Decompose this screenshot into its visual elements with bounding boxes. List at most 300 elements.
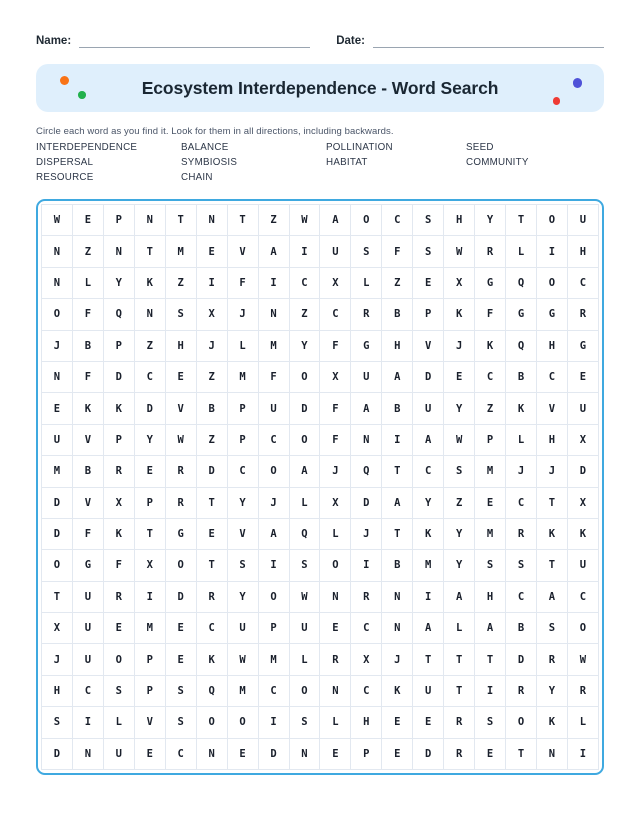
grid-cell[interactable]: W	[165, 424, 196, 455]
grid-cell[interactable]: I	[258, 267, 289, 298]
grid-cell[interactable]: O	[537, 205, 568, 236]
grid-cell[interactable]: U	[103, 738, 134, 769]
grid-cell[interactable]: T	[537, 487, 568, 518]
grid-cell[interactable]: O	[567, 613, 598, 644]
grid-cell[interactable]: F	[475, 299, 506, 330]
grid-cell[interactable]: M	[165, 236, 196, 267]
grid-cell[interactable]: J	[258, 487, 289, 518]
grid-cell[interactable]: C	[258, 675, 289, 706]
grid-cell[interactable]: U	[72, 644, 103, 675]
grid-cell[interactable]: R	[537, 644, 568, 675]
grid-cell[interactable]: E	[320, 738, 351, 769]
grid-cell[interactable]: J	[382, 644, 413, 675]
grid-cell[interactable]: P	[103, 205, 134, 236]
grid-cell[interactable]: U	[413, 393, 444, 424]
grid-cell[interactable]: P	[413, 299, 444, 330]
grid-cell[interactable]: C	[567, 267, 598, 298]
grid-cell[interactable]: O	[320, 550, 351, 581]
date-input-line[interactable]	[373, 32, 604, 48]
grid-cell[interactable]: O	[258, 456, 289, 487]
grid-cell[interactable]: T	[382, 456, 413, 487]
grid-cell[interactable]: W	[444, 236, 475, 267]
grid-cell[interactable]: N	[134, 299, 165, 330]
grid-cell[interactable]: G	[351, 330, 382, 361]
grid-cell[interactable]: R	[444, 738, 475, 769]
grid-cell[interactable]: K	[134, 267, 165, 298]
grid-cell[interactable]: H	[537, 330, 568, 361]
grid-cell[interactable]: R	[320, 644, 351, 675]
grid-cell[interactable]: X	[103, 487, 134, 518]
grid-cell[interactable]: W	[289, 581, 320, 612]
grid-cell[interactable]: Q	[351, 456, 382, 487]
grid-cell[interactable]: U	[289, 613, 320, 644]
grid-cell[interactable]: L	[320, 707, 351, 738]
grid-cell[interactable]: T	[196, 487, 227, 518]
grid-cell[interactable]: L	[289, 644, 320, 675]
grid-cell[interactable]: B	[72, 330, 103, 361]
grid-cell[interactable]: I	[258, 707, 289, 738]
grid-cell[interactable]: E	[567, 361, 598, 392]
grid-cell[interactable]: B	[382, 299, 413, 330]
grid-cell[interactable]: K	[103, 393, 134, 424]
grid-cell[interactable]: U	[42, 424, 73, 455]
grid-cell[interactable]: D	[42, 738, 73, 769]
grid-cell[interactable]: E	[320, 613, 351, 644]
grid-cell[interactable]: Q	[289, 518, 320, 549]
grid-cell[interactable]: M	[258, 330, 289, 361]
grid-cell[interactable]: C	[537, 361, 568, 392]
grid-cell[interactable]: F	[227, 267, 258, 298]
grid-cell[interactable]: D	[567, 456, 598, 487]
grid-cell[interactable]: H	[165, 330, 196, 361]
grid-cell[interactable]: V	[413, 330, 444, 361]
grid-cell[interactable]: D	[289, 393, 320, 424]
grid-cell[interactable]: E	[72, 205, 103, 236]
grid-cell[interactable]: W	[289, 205, 320, 236]
grid-cell[interactable]: R	[351, 581, 382, 612]
grid-cell[interactable]: O	[289, 424, 320, 455]
grid-cell[interactable]: O	[103, 644, 134, 675]
grid-cell[interactable]: S	[475, 550, 506, 581]
grid-cell[interactable]: X	[320, 267, 351, 298]
grid-cell[interactable]: B	[382, 550, 413, 581]
grid-cell[interactable]: K	[196, 644, 227, 675]
grid-cell[interactable]: C	[506, 581, 537, 612]
grid-cell[interactable]: A	[382, 361, 413, 392]
grid-cell[interactable]: P	[227, 393, 258, 424]
grid-cell[interactable]: D	[134, 393, 165, 424]
word-search-grid[interactable]	[41, 204, 599, 770]
grid-cell[interactable]: Z	[165, 267, 196, 298]
grid-cell[interactable]: E	[165, 361, 196, 392]
grid-cell[interactable]: Q	[506, 267, 537, 298]
grid-cell[interactable]: M	[227, 361, 258, 392]
grid-cell[interactable]: L	[567, 707, 598, 738]
grid-cell[interactable]: C	[567, 581, 598, 612]
grid-cell[interactable]: R	[351, 299, 382, 330]
grid-cell[interactable]: N	[42, 236, 73, 267]
grid-cell[interactable]: N	[382, 613, 413, 644]
grid-cell[interactable]: P	[103, 330, 134, 361]
grid-cell[interactable]: F	[258, 361, 289, 392]
grid-cell[interactable]: R	[506, 518, 537, 549]
grid-cell[interactable]: S	[506, 550, 537, 581]
grid-cell[interactable]: E	[196, 236, 227, 267]
grid-cell[interactable]: D	[196, 456, 227, 487]
grid-cell[interactable]: S	[42, 707, 73, 738]
grid-cell[interactable]: G	[567, 330, 598, 361]
grid-cell[interactable]: T	[196, 550, 227, 581]
grid-cell[interactable]: G	[506, 299, 537, 330]
grid-cell[interactable]: K	[567, 518, 598, 549]
grid-cell[interactable]: T	[537, 550, 568, 581]
grid-cell[interactable]: F	[72, 361, 103, 392]
grid-cell[interactable]: I	[567, 738, 598, 769]
grid-cell[interactable]: J	[320, 456, 351, 487]
grid-cell[interactable]: C	[227, 456, 258, 487]
grid-cell[interactable]: E	[134, 738, 165, 769]
grid-cell[interactable]: Z	[289, 299, 320, 330]
grid-cell[interactable]: D	[413, 361, 444, 392]
grid-cell[interactable]: R	[567, 675, 598, 706]
grid-cell[interactable]: C	[506, 487, 537, 518]
grid-cell[interactable]: Y	[103, 267, 134, 298]
grid-cell[interactable]: T	[227, 205, 258, 236]
grid-cell[interactable]: E	[382, 707, 413, 738]
grid-cell[interactable]: H	[382, 330, 413, 361]
grid-cell[interactable]: K	[444, 299, 475, 330]
grid-cell[interactable]: L	[506, 236, 537, 267]
grid-cell[interactable]: K	[537, 707, 568, 738]
grid-cell[interactable]: W	[227, 644, 258, 675]
grid-cell[interactable]: C	[382, 205, 413, 236]
grid-cell[interactable]: T	[475, 644, 506, 675]
grid-cell[interactable]: O	[258, 581, 289, 612]
grid-cell[interactable]: A	[475, 613, 506, 644]
grid-cell[interactable]: J	[444, 330, 475, 361]
grid-cell[interactable]: T	[42, 581, 73, 612]
grid-cell[interactable]: D	[103, 361, 134, 392]
grid-cell[interactable]: U	[567, 393, 598, 424]
grid-cell[interactable]: W	[444, 424, 475, 455]
grid-cell[interactable]: D	[165, 581, 196, 612]
grid-cell[interactable]: P	[227, 424, 258, 455]
grid-cell[interactable]: T	[134, 518, 165, 549]
grid-cell[interactable]: L	[72, 267, 103, 298]
grid-cell[interactable]: K	[103, 518, 134, 549]
grid-cell[interactable]: G	[537, 299, 568, 330]
grid-cell[interactable]: Y	[227, 581, 258, 612]
grid-cell[interactable]: M	[134, 613, 165, 644]
grid-cell[interactable]: L	[103, 707, 134, 738]
grid-cell[interactable]: E	[134, 456, 165, 487]
grid-cell[interactable]: C	[351, 613, 382, 644]
grid-cell[interactable]: T	[413, 644, 444, 675]
grid-cell[interactable]: G	[475, 267, 506, 298]
grid-cell[interactable]: S	[351, 236, 382, 267]
grid-cell[interactable]: A	[258, 236, 289, 267]
grid-cell[interactable]: Y	[444, 550, 475, 581]
grid-cell[interactable]: S	[227, 550, 258, 581]
grid-cell[interactable]: V	[134, 707, 165, 738]
grid-cell[interactable]: E	[165, 613, 196, 644]
grid-cell[interactable]: X	[320, 361, 351, 392]
grid-cell[interactable]: A	[413, 424, 444, 455]
grid-cell[interactable]: K	[382, 675, 413, 706]
grid-cell[interactable]: U	[413, 675, 444, 706]
grid-cell[interactable]: E	[227, 738, 258, 769]
grid-cell[interactable]: D	[42, 487, 73, 518]
grid-cell[interactable]: Y	[444, 518, 475, 549]
grid-cell[interactable]: T	[444, 675, 475, 706]
grid-cell[interactable]: I	[537, 236, 568, 267]
grid-cell[interactable]: B	[506, 613, 537, 644]
grid-cell[interactable]: F	[320, 330, 351, 361]
grid-cell[interactable]: C	[320, 299, 351, 330]
grid-cell[interactable]: X	[320, 487, 351, 518]
grid-cell[interactable]: U	[567, 205, 598, 236]
grid-cell[interactable]: V	[227, 236, 258, 267]
grid-cell[interactable]: M	[475, 456, 506, 487]
grid-cell[interactable]: L	[351, 267, 382, 298]
grid-cell[interactable]: Y	[475, 205, 506, 236]
grid-cell[interactable]: T	[382, 518, 413, 549]
grid-cell[interactable]: A	[537, 581, 568, 612]
grid-cell[interactable]: J	[42, 644, 73, 675]
grid-cell[interactable]: U	[72, 613, 103, 644]
grid-cell[interactable]: W	[567, 644, 598, 675]
grid-cell[interactable]: P	[258, 613, 289, 644]
grid-cell[interactable]: V	[227, 518, 258, 549]
grid-cell[interactable]: E	[42, 393, 73, 424]
grid-cell[interactable]: P	[134, 487, 165, 518]
grid-cell[interactable]: X	[351, 644, 382, 675]
grid-cell[interactable]: G	[72, 550, 103, 581]
grid-cell[interactable]: O	[289, 675, 320, 706]
grid-cell[interactable]: E	[103, 613, 134, 644]
grid-cell[interactable]: P	[134, 644, 165, 675]
grid-cell[interactable]: L	[506, 424, 537, 455]
grid-cell[interactable]: E	[475, 487, 506, 518]
grid-cell[interactable]: Q	[196, 675, 227, 706]
grid-cell[interactable]: C	[196, 613, 227, 644]
grid-cell[interactable]: M	[475, 518, 506, 549]
grid-cell[interactable]: A	[413, 613, 444, 644]
grid-cell[interactable]: N	[289, 738, 320, 769]
grid-cell[interactable]: D	[506, 644, 537, 675]
grid-cell[interactable]: C	[258, 424, 289, 455]
grid-cell[interactable]: R	[103, 581, 134, 612]
grid-cell[interactable]: B	[72, 456, 103, 487]
grid-cell[interactable]: D	[413, 738, 444, 769]
grid-cell[interactable]: N	[382, 581, 413, 612]
grid-cell[interactable]: L	[227, 330, 258, 361]
grid-cell[interactable]: E	[413, 267, 444, 298]
grid-cell[interactable]: F	[382, 236, 413, 267]
grid-cell[interactable]: Z	[196, 424, 227, 455]
grid-cell[interactable]: S	[165, 675, 196, 706]
grid-cell[interactable]: S	[103, 675, 134, 706]
grid-cell[interactable]: K	[537, 518, 568, 549]
grid-cell[interactable]: M	[227, 675, 258, 706]
grid-cell[interactable]: U	[72, 581, 103, 612]
grid-cell[interactable]: R	[165, 456, 196, 487]
grid-cell[interactable]: Z	[72, 236, 103, 267]
grid-cell[interactable]: E	[196, 518, 227, 549]
grid-cell[interactable]: O	[196, 707, 227, 738]
grid-cell[interactable]: B	[382, 393, 413, 424]
grid-cell[interactable]: Z	[382, 267, 413, 298]
grid-cell[interactable]: X	[196, 299, 227, 330]
grid-cell[interactable]: P	[475, 424, 506, 455]
grid-cell[interactable]: F	[320, 424, 351, 455]
grid-cell[interactable]: J	[42, 330, 73, 361]
grid-cell[interactable]: Q	[103, 299, 134, 330]
grid-cell[interactable]: S	[475, 707, 506, 738]
grid-cell[interactable]: O	[289, 361, 320, 392]
grid-cell[interactable]: N	[258, 299, 289, 330]
grid-cell[interactable]: S	[289, 707, 320, 738]
grid-cell[interactable]: A	[351, 393, 382, 424]
grid-cell[interactable]: R	[196, 581, 227, 612]
grid-cell[interactable]: J	[227, 299, 258, 330]
grid-cell[interactable]: L	[444, 613, 475, 644]
grid-cell[interactable]: K	[506, 393, 537, 424]
grid-cell[interactable]: E	[382, 738, 413, 769]
grid-cell[interactable]: A	[289, 456, 320, 487]
name-input-line[interactable]	[79, 32, 310, 48]
grid-cell[interactable]: H	[42, 675, 73, 706]
grid-cell[interactable]: V	[165, 393, 196, 424]
grid-cell[interactable]: E	[413, 707, 444, 738]
grid-cell[interactable]: F	[103, 550, 134, 581]
grid-cell[interactable]: S	[289, 550, 320, 581]
grid-cell[interactable]: U	[258, 393, 289, 424]
grid-cell[interactable]: K	[475, 330, 506, 361]
grid-cell[interactable]: R	[475, 236, 506, 267]
grid-cell[interactable]: S	[165, 299, 196, 330]
grid-cell[interactable]: V	[72, 424, 103, 455]
grid-cell[interactable]: C	[351, 675, 382, 706]
grid-cell[interactable]: U	[351, 361, 382, 392]
grid-cell[interactable]: J	[351, 518, 382, 549]
grid-cell[interactable]: F	[72, 518, 103, 549]
grid-cell[interactable]: C	[72, 675, 103, 706]
grid-cell[interactable]: P	[351, 738, 382, 769]
grid-cell[interactable]: O	[42, 299, 73, 330]
grid-cell[interactable]: N	[42, 361, 73, 392]
grid-cell[interactable]: J	[196, 330, 227, 361]
grid-cell[interactable]: T	[134, 236, 165, 267]
grid-cell[interactable]: X	[134, 550, 165, 581]
grid-cell[interactable]: T	[444, 644, 475, 675]
grid-cell[interactable]: A	[320, 205, 351, 236]
grid-cell[interactable]: O	[537, 267, 568, 298]
grid-cell[interactable]: C	[413, 456, 444, 487]
grid-cell[interactable]: N	[196, 738, 227, 769]
grid-cell[interactable]: M	[258, 644, 289, 675]
grid-cell[interactable]: N	[320, 581, 351, 612]
grid-cell[interactable]: U	[567, 550, 598, 581]
grid-cell[interactable]: O	[227, 707, 258, 738]
grid-cell[interactable]: N	[72, 738, 103, 769]
grid-cell[interactable]: O	[351, 205, 382, 236]
grid-cell[interactable]: O	[42, 550, 73, 581]
grid-cell[interactable]: N	[351, 424, 382, 455]
grid-cell[interactable]: Z	[134, 330, 165, 361]
grid-cell[interactable]: V	[72, 487, 103, 518]
grid-cell[interactable]: C	[475, 361, 506, 392]
grid-cell[interactable]: Y	[134, 424, 165, 455]
grid-cell[interactable]: I	[134, 581, 165, 612]
grid-cell[interactable]: Y	[227, 487, 258, 518]
grid-cell[interactable]: S	[444, 456, 475, 487]
grid-cell[interactable]: C	[165, 738, 196, 769]
grid-cell[interactable]: N	[134, 205, 165, 236]
grid-cell[interactable]: G	[165, 518, 196, 549]
grid-cell[interactable]: K	[72, 393, 103, 424]
grid-cell[interactable]: Q	[506, 330, 537, 361]
grid-cell[interactable]: D	[42, 518, 73, 549]
grid-cell[interactable]: X	[567, 487, 598, 518]
grid-cell[interactable]: L	[289, 487, 320, 518]
grid-cell[interactable]: R	[506, 675, 537, 706]
grid-cell[interactable]: A	[444, 581, 475, 612]
grid-cell[interactable]: J	[537, 456, 568, 487]
grid-cell[interactable]: R	[103, 456, 134, 487]
grid-cell[interactable]: I	[72, 707, 103, 738]
grid-cell[interactable]: U	[320, 236, 351, 267]
grid-cell[interactable]: I	[475, 675, 506, 706]
grid-cell[interactable]: E	[165, 644, 196, 675]
grid-cell[interactable]: X	[444, 267, 475, 298]
grid-cell[interactable]: P	[103, 424, 134, 455]
grid-cell[interactable]: I	[351, 550, 382, 581]
grid-cell[interactable]: U	[227, 613, 258, 644]
grid-cell[interactable]: T	[506, 738, 537, 769]
grid-cell[interactable]: N	[537, 738, 568, 769]
grid-cell[interactable]: H	[351, 707, 382, 738]
grid-cell[interactable]: Z	[196, 361, 227, 392]
grid-cell[interactable]: E	[444, 361, 475, 392]
grid-cell[interactable]: T	[165, 205, 196, 236]
grid-cell[interactable]: S	[165, 707, 196, 738]
grid-cell[interactable]: I	[289, 236, 320, 267]
grid-cell[interactable]: Y	[413, 487, 444, 518]
grid-cell[interactable]: H	[567, 236, 598, 267]
grid-cell[interactable]: X	[42, 613, 73, 644]
grid-cell[interactable]: R	[444, 707, 475, 738]
grid-cell[interactable]: I	[413, 581, 444, 612]
grid-cell[interactable]: O	[165, 550, 196, 581]
grid-cell[interactable]: N	[196, 205, 227, 236]
grid-cell[interactable]: N	[103, 236, 134, 267]
grid-cell[interactable]: Z	[258, 205, 289, 236]
grid-cell[interactable]: O	[506, 707, 537, 738]
grid-cell[interactable]: W	[42, 205, 73, 236]
grid-cell[interactable]: F	[320, 393, 351, 424]
grid-cell[interactable]: S	[413, 236, 444, 267]
grid-cell[interactable]: P	[134, 675, 165, 706]
grid-cell[interactable]: Z	[444, 487, 475, 518]
grid-cell[interactable]: B	[506, 361, 537, 392]
grid-cell[interactable]: Z	[475, 393, 506, 424]
grid-cell[interactable]: S	[413, 205, 444, 236]
grid-cell[interactable]: S	[537, 613, 568, 644]
grid-cell[interactable]: D	[351, 487, 382, 518]
grid-cell[interactable]: A	[258, 518, 289, 549]
grid-cell[interactable]: A	[382, 487, 413, 518]
